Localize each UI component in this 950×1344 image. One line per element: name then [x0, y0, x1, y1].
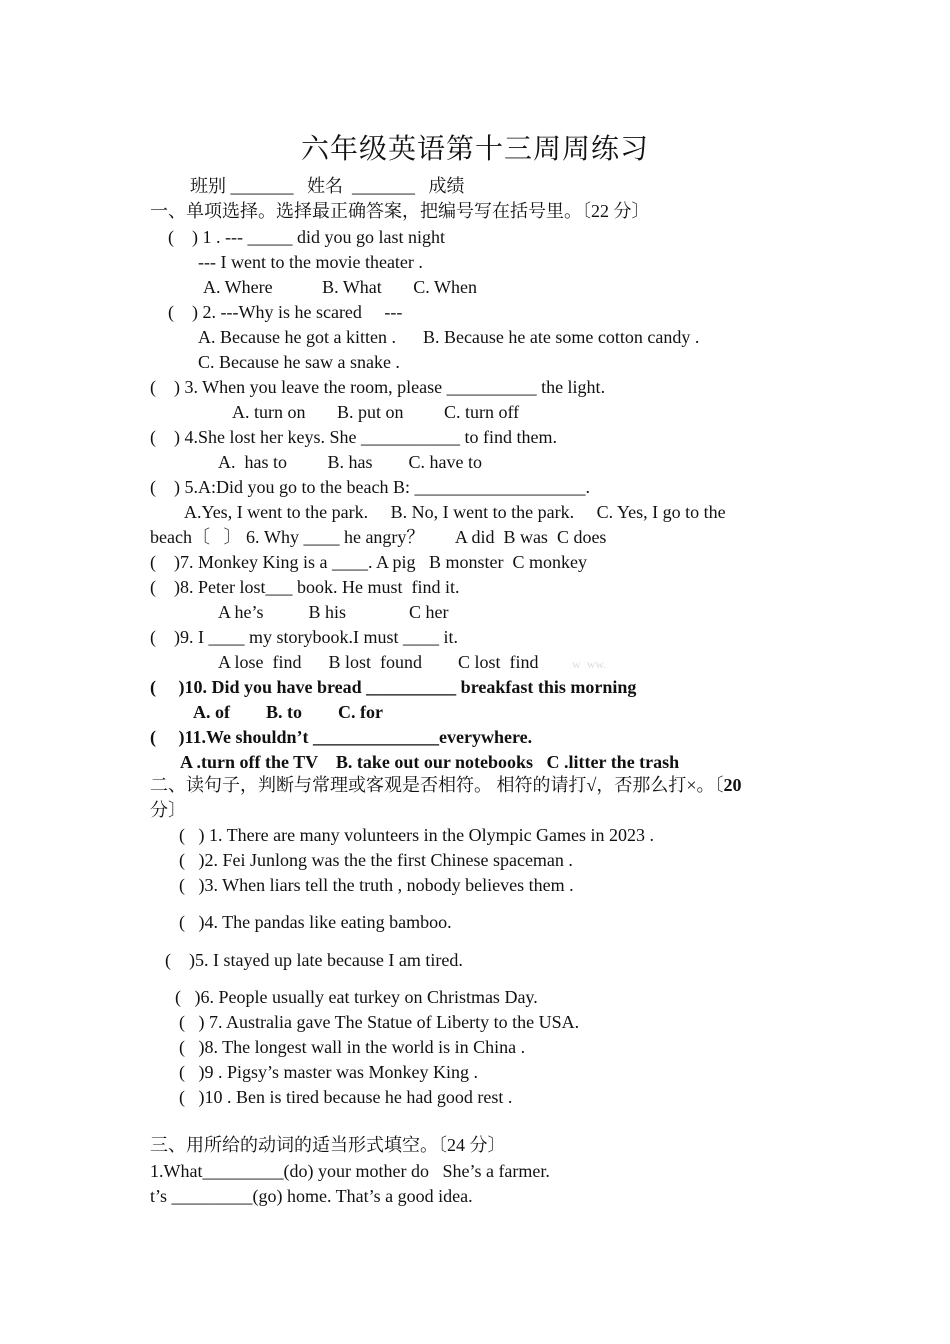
- question-10: ( )10. Did you have bread __________ breakfast this morning: [150, 677, 637, 697]
- question-11-options: A .turn off the TV B. take out our notebooks C .litter the trash: [180, 752, 680, 772]
- judge-item-5: ( )5. I stayed up late because I am tired.: [165, 950, 463, 970]
- question-8: ( )8. Peter lost___ book. He must find it.: [150, 577, 460, 597]
- question-8-options: A he’s B his C her: [218, 602, 449, 622]
- fill-item-2: t’s _________(go) home. That’s a good idea.: [150, 1186, 473, 1206]
- judge-item-1: ( ) 1. There are many volunteers in the Olympic Games in 2023 .: [179, 825, 655, 845]
- section2-score: 20: [723, 775, 742, 795]
- section2-heading-cont: 分〕: [150, 800, 186, 820]
- question-2-option-c: C. Because he saw a snake .: [198, 352, 400, 372]
- section1-heading: 一、单项选择。选择最正确答案，把编号写在括号里。〔22 分〕: [150, 201, 650, 221]
- fill-item-1: 1.What_________(do) your mother do She’s a farmer.: [150, 1161, 550, 1181]
- section2-heading: [150, 773, 742, 797]
- section2-heading-text: 二、读句子，判断与常理或客观是否相符。 相符的请打√，否那么打×。〔: [150, 775, 724, 795]
- page-title: 六年级英语第十三周周练习: [300, 134, 649, 165]
- question-9: ( )9. I ____ my storybook.I must ____ it.: [150, 627, 458, 647]
- judge-item-7: ( ) 7. Australia gave The Statue of Liberty to the USA.: [179, 1012, 580, 1032]
- judge-item-10: ( )10 . Ben is tired because he had good rest .: [179, 1087, 513, 1107]
- question-1-options: A. Where B. What C. When: [203, 277, 477, 297]
- judge-item-6: ( )6. People usually eat turkey on Christmas Day.: [175, 987, 538, 1007]
- question-7: ( )7. Monkey King is a ____. A pig B monster C monkey: [150, 552, 587, 572]
- section3-heading: 三、用所给的动词的适当形式填空。〔24 分〕: [150, 1135, 506, 1155]
- question-4-options: A. has to B. has C. have to: [218, 452, 482, 472]
- question-2-options-ab: A. Because he got a kitten . B. Because he ate some cotton candy .: [198, 327, 700, 347]
- question-10-options: A. of B. to C. for: [193, 702, 383, 722]
- judge-item-4: ( )4. The pandas like eating bamboo.: [179, 912, 452, 932]
- watermark: w ww.: [572, 657, 607, 671]
- question-1-answer: --- I went to the movie theater .: [198, 252, 423, 272]
- question-5-options: A.Yes, I went to the park. B. No, I went to the park. C. Yes, I go to the: [184, 502, 726, 522]
- judge-item-2: ( )2. Fei Junlong was the the first Chinese spaceman .: [179, 850, 573, 870]
- question-1: ( ) 1 . --- _____ did you go last night: [168, 227, 445, 247]
- question-6: beach〔 〕 6. Why ____ he angry？ A did B was C does: [150, 527, 607, 547]
- question-4: ( ) 4.She lost her keys. She ___________ to find them.: [150, 427, 557, 447]
- judge-item-8: ( )8. The longest wall in the world is in China .: [179, 1037, 526, 1057]
- question-9-options: A lose find B lost found C lost find: [218, 652, 539, 672]
- student-info-line: 班别 _______ 姓名 _______ 成绩: [190, 176, 465, 196]
- question-11: ( )11.We shouldn’t ______________everywhere.: [150, 727, 533, 747]
- question-5: ( ) 5.A:Did you go to the beach B: ___________________.: [150, 477, 590, 497]
- judge-item-9: ( )9 . Pigsy’s master was Monkey King .: [179, 1062, 478, 1082]
- question-2: ( ) 2. ---Why is he scared ---: [168, 302, 403, 322]
- question-3-options: A. turn on B. put on C. turn off: [232, 402, 520, 422]
- question-3: ( ) 3. When you leave the room, please __________ the light.: [150, 377, 606, 397]
- judge-item-3: ( )3. When liars tell the truth , nobody believes them .: [179, 875, 574, 895]
